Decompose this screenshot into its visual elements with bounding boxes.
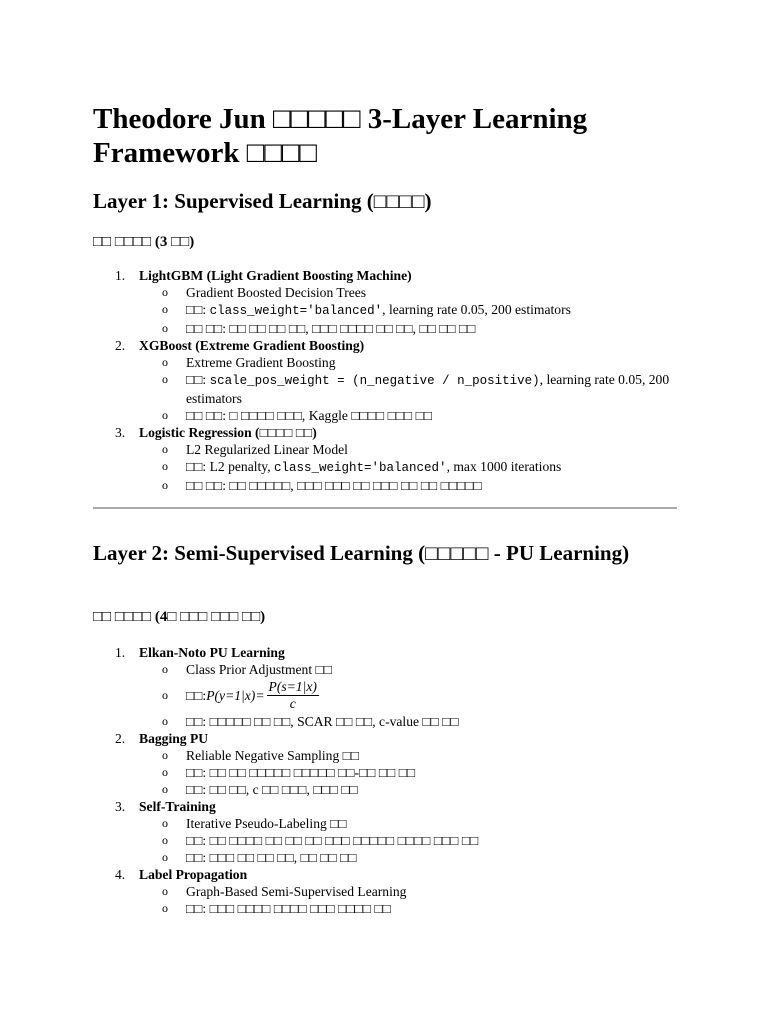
- list-number: 3.: [115, 799, 126, 814]
- list-number: 1.: [115, 268, 126, 283]
- detail-text: □□: □□□ □□ □□ □□, □□ □□ □□: [186, 850, 357, 865]
- model-name: Self-Training: [139, 799, 216, 814]
- detail-label: □□:: [186, 302, 210, 317]
- detail-text: □□ □□: □□ □□ □□ □□, □□□ □□□□ □□ □□, □□ □□ □□: [186, 321, 476, 336]
- detail-text: □□ □□: □□ □□□□□, □□□ □□□ □□ □□□ □□ □□ □□□□□: [186, 478, 482, 493]
- detail-item: [139, 661, 677, 678]
- detail-suffix: , max 1000 iterations: [446, 459, 562, 474]
- detail-text: □□: □□□ □□□□ □□□□ □□□ □□□□ □□: [186, 901, 391, 916]
- detail-item: [139, 883, 677, 900]
- detail-item: [139, 849, 677, 866]
- layer2-model-list: [93, 644, 677, 917]
- bullet-icon: o: [162, 372, 168, 386]
- layer2-heading: Layer 2: Semi-Supervised Learning (□□□□□ - PU Learning): [93, 541, 630, 565]
- list-item: [93, 798, 677, 866]
- detail-suffix: , learning rate 0.05, 200 estimators: [186, 372, 670, 406]
- section-divider: [93, 507, 677, 509]
- bullet-icon: o: [162, 355, 168, 369]
- bullet-icon: o: [162, 285, 168, 299]
- detail-item: [139, 320, 677, 337]
- bullet-icon: o: [162, 850, 168, 864]
- formula-lhs: P(y=1|x)=: [206, 688, 265, 703]
- bullet-icon: o: [162, 765, 168, 779]
- list-number: 3.: [115, 425, 126, 440]
- list-number: 2.: [115, 731, 126, 746]
- model-details: [139, 883, 677, 917]
- detail-item: [139, 458, 677, 477]
- detail-item: [139, 900, 677, 917]
- model-name: Label Propagation: [139, 867, 248, 882]
- list-item: [93, 267, 677, 337]
- list-item: [93, 730, 677, 798]
- model-name: Logistic Regression (□□□□ □□): [139, 425, 317, 440]
- detail-item: [139, 354, 677, 371]
- bullet-icon: o: [162, 884, 168, 898]
- detail-item: [139, 832, 677, 849]
- bullet-icon: o: [162, 459, 168, 473]
- bullet-icon: o: [162, 901, 168, 915]
- model-name: LightGBM (Light Gradient Boosting Machine): [139, 268, 412, 283]
- bullet-icon: o: [162, 408, 168, 422]
- model-details: [139, 284, 677, 337]
- model-details: [139, 815, 677, 866]
- detail-label: □□:: [186, 688, 207, 703]
- detail-label: □□:: [186, 372, 210, 387]
- detail-text: L2 Regularized Linear Model: [186, 442, 348, 457]
- list-number: 1.: [115, 645, 126, 660]
- detail-item: [139, 301, 677, 320]
- bullet-icon: o: [162, 442, 168, 456]
- detail-item: [139, 747, 677, 764]
- bullet-icon: o: [162, 688, 168, 702]
- detail-item: [139, 678, 677, 713]
- detail-item: [139, 781, 677, 798]
- layer1-heading: Layer 1: Supervised Learning (□□□□): [93, 189, 432, 213]
- bullet-icon: o: [162, 748, 168, 762]
- detail-code: class_weight='balanced': [209, 304, 383, 318]
- formula-fraction: [267, 679, 319, 712]
- detail-text: □□: □□ □□, c □□ □□□, □□□ □□: [186, 782, 358, 797]
- list-item: [93, 424, 677, 494]
- detail-text: Extreme Gradient Boosting: [186, 355, 336, 370]
- list-item: [93, 644, 677, 730]
- bullet-icon: o: [162, 321, 168, 335]
- model-details: [139, 354, 677, 424]
- bullet-icon: o: [162, 714, 168, 728]
- bullet-icon: o: [162, 816, 168, 830]
- detail-text: □□: □□ □□□□ □□ □□ □□ □□□ □□□□□ □□□□ □□□ □□: [186, 833, 479, 848]
- model-name: XGBoost (Extreme Gradient Boosting): [139, 338, 365, 353]
- model-details: [139, 441, 677, 494]
- bullet-icon: o: [162, 662, 168, 676]
- bullet-icon: o: [162, 302, 168, 316]
- detail-code: class_weight='balanced': [274, 461, 447, 475]
- detail-label: □□: L2 penalty,: [186, 459, 275, 474]
- detail-text: Class Prior Adjustment □□: [186, 662, 332, 677]
- formula: [186, 679, 319, 712]
- formula-numerator: P(s=1|x): [268, 679, 317, 694]
- model-name: Elkan-Noto PU Learning: [139, 645, 285, 660]
- list-number: 4.: [115, 867, 126, 882]
- detail-code: scale_pos_weight = (n_negative / n_positive): [209, 374, 540, 388]
- detail-text: □□ □□: □ □□□□ □□□, Kaggle □□□□ □□□ □□: [186, 408, 433, 423]
- detail-text: Reliable Negative Sampling □□: [186, 748, 360, 763]
- detail-suffix: , learning rate 0.05, 200 estimators: [382, 302, 571, 317]
- model-name: Bagging PU: [139, 731, 209, 746]
- bullet-icon: o: [162, 782, 168, 796]
- bullet-icon: o: [162, 478, 168, 492]
- detail-item: [139, 764, 677, 781]
- detail-text: Iterative Pseudo-Labeling □□: [186, 816, 347, 831]
- detail-text: □□: □□ □□ □□□□□ □□□□□ □□-□□ □□ □□: [186, 765, 416, 780]
- list-item: [93, 866, 677, 917]
- bullet-icon: o: [162, 833, 168, 847]
- list-number: 2.: [115, 338, 126, 353]
- detail-item: [139, 441, 677, 458]
- detail-text: Graph-Based Semi-Supervised Learning: [186, 884, 407, 899]
- detail-item: [139, 713, 677, 730]
- list-item: [93, 337, 677, 424]
- detail-item: [139, 371, 677, 407]
- layer1-model-list: [93, 267, 677, 494]
- model-details: [139, 661, 677, 730]
- formula-denominator: c: [289, 696, 296, 711]
- layer1-subheading: □□ □□□□ (3 □□): [93, 234, 195, 250]
- detail-item: [139, 407, 677, 424]
- layer2-subheading: □□ □□□□ (4□ □□□ □□□ □□): [93, 609, 266, 625]
- detail-text: Gradient Boosted Decision Trees: [186, 285, 367, 300]
- detail-item: [139, 284, 677, 301]
- model-details: [139, 747, 677, 798]
- detail-text: □□: □□□□□ □□ □□, SCAR □□ □□, c-value □□ □□: [186, 714, 459, 729]
- page-title: Theodore Jun □□□□□ 3-Layer Learning Framework □□□□: [93, 103, 588, 169]
- detail-item: [139, 815, 677, 832]
- detail-item: [139, 477, 677, 494]
